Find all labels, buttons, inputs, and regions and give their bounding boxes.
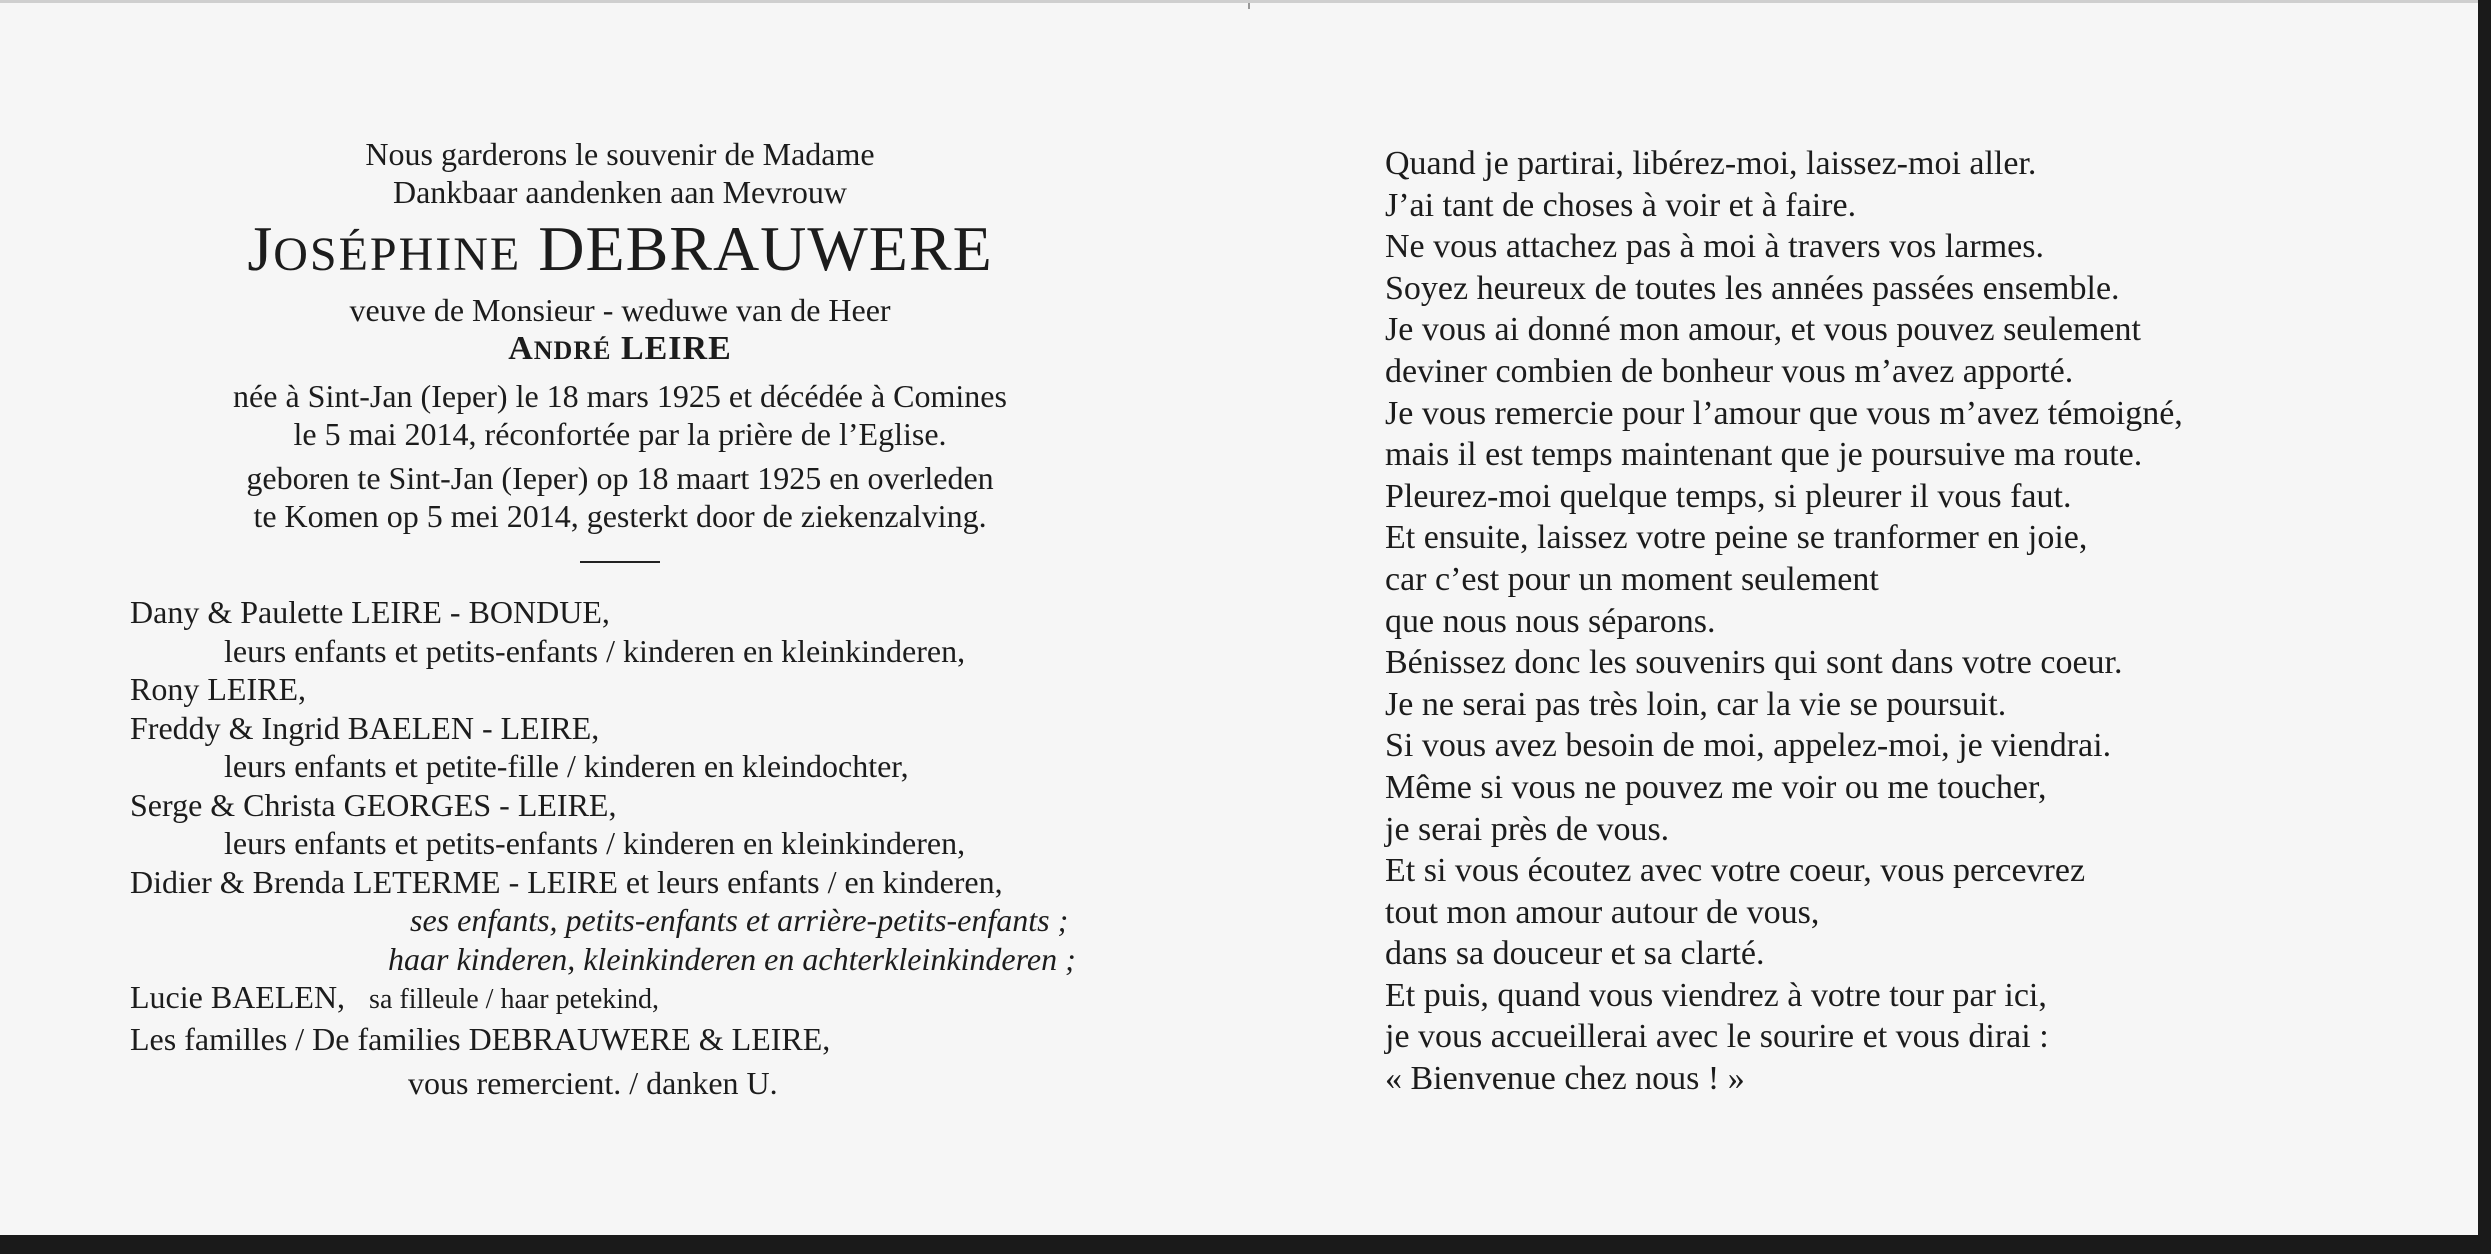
poem-line: mais il est temps maintenant que je poursuive ma route. xyxy=(1385,436,2143,474)
family-line: leurs enfants et petits-enfants / kinderen en kleinkinderen, xyxy=(224,632,966,669)
family-line: leurs enfants et petite-fille / kinderen en kleindochter, xyxy=(224,748,909,784)
family-line-godchild xyxy=(130,978,1130,1020)
family-line: Rony LEIRE, xyxy=(130,671,306,707)
poem-line: tout mon amour autour de vous, xyxy=(1385,893,1820,931)
poem-line: Si vous avez besoin de moi, appelez-moi, je viendrai. xyxy=(1385,727,2112,765)
memorial-left-panel xyxy=(130,135,1130,1103)
family-line: Les familles / De families DEBRAUWERE & LEIRE, xyxy=(130,1020,831,1057)
widow-line: veuve de Monsieur - weduwe van de Heer xyxy=(349,292,891,328)
family-list xyxy=(130,593,1130,1103)
deceased-first-initial: J xyxy=(247,213,274,284)
intro-french: Nous garderons le souvenir de Madame xyxy=(365,136,875,172)
poem-line: Je ne serai pas très loin, car la vie se poursuit. xyxy=(1385,685,2007,723)
poem-line: je serai près de vous. xyxy=(1385,810,1670,848)
poem-line: Quand je partirai, libérez-moi, laissez-moi aller. xyxy=(1385,145,2037,182)
thanks-line: vous remercient. / danken U. xyxy=(408,1065,778,1101)
poem-line: Pleurez-moi quelque temps, si pleurer il vous faut. xyxy=(1385,477,2072,515)
husband-first-rest: NDRÉ xyxy=(533,336,612,365)
intro-dutch: Dankbaar aandenken aan Mevrouw xyxy=(392,174,847,210)
french-dates xyxy=(130,377,1110,453)
poem-line: J’ai tant de choses à voir et à faire. xyxy=(1385,186,1857,224)
godchild-relation: sa filleule / haar petekind, xyxy=(369,984,660,1015)
poem-line: Ne vous attachez pas à moi à travers vos larmes. xyxy=(1385,228,2044,266)
announcement-block xyxy=(130,135,1110,563)
poem-panel xyxy=(1385,143,2455,1100)
fold-mark xyxy=(1248,3,1250,9)
deceased-last-name: DEBRAUWERE xyxy=(538,213,993,284)
husband-name xyxy=(130,329,1110,371)
poem-line: dans sa douceur et sa clarté. xyxy=(1385,935,1765,973)
poem-line: deviner combien de bonheur vous m’avez apporté. xyxy=(1385,352,2074,390)
dutch-dates-line-1: geboren te Sint-Jan (Ieper) op 18 maart 1925 en overleden xyxy=(246,460,994,496)
poem-line: je vous accueillerai avec le sourire et vous dirai : xyxy=(1385,1018,2049,1056)
deceased-first-rest: OSÉPHINE xyxy=(273,228,522,281)
husband-first-initial: A xyxy=(508,330,534,367)
family-line: haar kinderen, kleinkinderen en achterkleinkinderen ; xyxy=(388,940,1076,977)
family-line: Freddy & Ingrid BAELEN - LEIRE, xyxy=(130,709,600,746)
family-line: leurs enfants et petits-enfants / kinderen en kleinkinderen, xyxy=(224,825,966,861)
poem-line: car c’est pour un moment seulement xyxy=(1385,560,1879,598)
family-line: Serge & Christa GEORGES - LEIRE, xyxy=(130,786,617,823)
family-line: Didier & Brenda LETERME - LEIRE et leurs enfants / en kinderen, xyxy=(130,863,1003,900)
poem-line: Et puis, quand vous viendrez à votre tour par ici, xyxy=(1385,976,2047,1014)
dutch-dates xyxy=(130,459,1110,535)
poem-line: Soyez heureux de toutes les années passées ensemble. xyxy=(1385,269,2120,307)
poem-line: Je vous remercie pour l’amour que vous m’avez témoigné, xyxy=(1385,394,2183,432)
poem-line: Je vous ai donné mon amour, et vous pouvez seulement xyxy=(1385,311,2141,349)
poem-line: Et ensuite, laissez votre peine se tranformer en joie, xyxy=(1385,519,2088,557)
poem-line: Et si vous écoutez avec votre coeur, vous percevrez xyxy=(1385,852,2086,890)
deceased-name xyxy=(130,213,1110,291)
french-dates-line-2: le 5 mai 2014, réconfortée par la prière de l’Eglise. xyxy=(293,416,947,452)
french-dates-line-1: née à Sint-Jan (Ieper) le 18 mars 1925 et décédée à Comines xyxy=(233,378,1007,414)
poem-line: Bénissez donc les souvenirs qui sont dans votre coeur. xyxy=(1385,644,2123,682)
husband-last-name: LEIRE xyxy=(620,330,732,367)
dutch-dates-line-2: te Komen op 5 mei 2014, gesterkt door de ziekenzalving. xyxy=(253,498,987,534)
divider xyxy=(580,561,660,563)
family-line: ses enfants, petits-enfants et arrière-petits-enfants ; xyxy=(410,902,1069,938)
godchild-name: Lucie BAELEN, xyxy=(130,979,346,1015)
poem-line: Même si vous ne pouvez me voir ou me toucher, xyxy=(1385,768,2047,806)
poem-line: « Bienvenue chez nous ! » xyxy=(1385,1060,1745,1098)
family-line: Dany & Paulette LEIRE - BONDUE, xyxy=(130,594,610,630)
poem-line: que nous nous séparons. xyxy=(1385,602,1716,640)
